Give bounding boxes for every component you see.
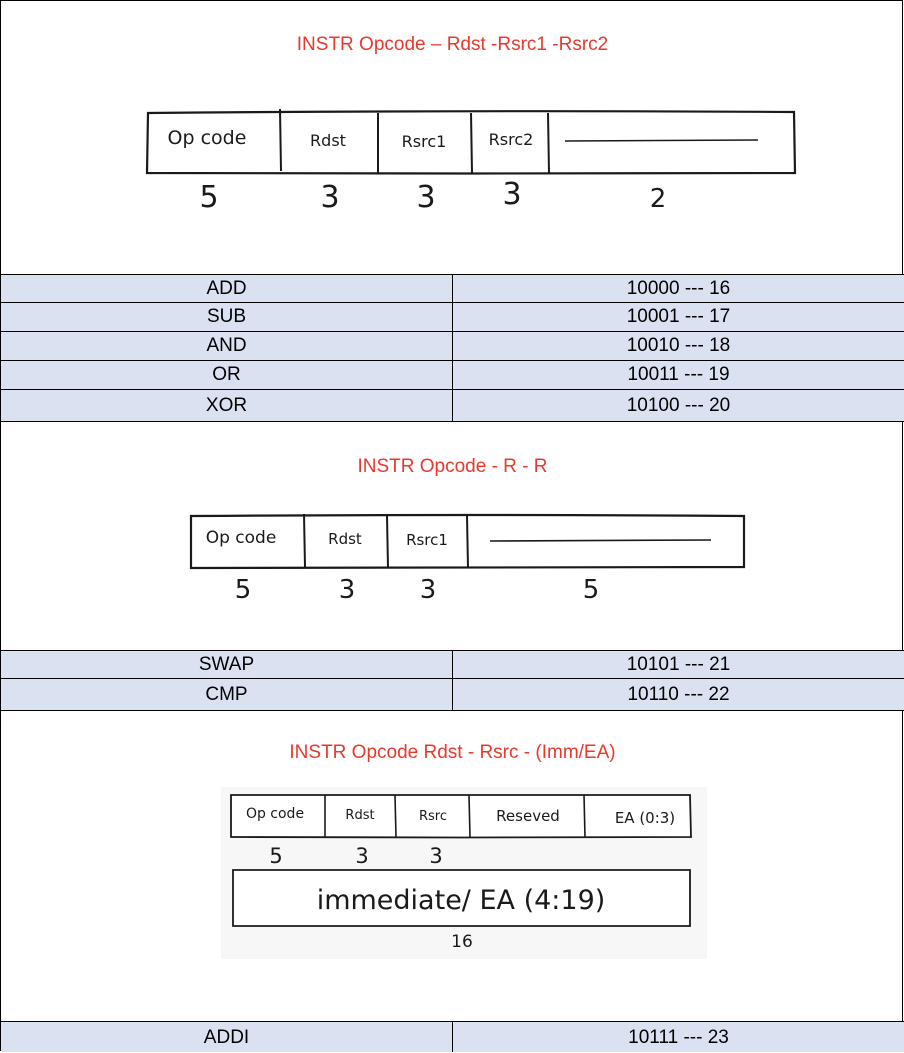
- field-label: Op code: [167, 127, 247, 149]
- bit-width: 3: [416, 180, 436, 215]
- instr-opcode: 10110 --- 22: [627, 684, 730, 705]
- field-label: Rsrc: [418, 809, 448, 824]
- divider: [584, 795, 585, 837]
- instr-name: CMP: [1, 679, 453, 710]
- instr-name: AND: [1, 332, 453, 360]
- instr-opcode: 10000 --- 16: [626, 278, 731, 299]
- section-1-title: INSTR Opcode – Rdst -Rsrc1 -Rsrc2: [296, 34, 609, 55]
- bit-width: 16: [451, 932, 473, 952]
- field-label: Reseved: [496, 807, 560, 825]
- divider: [304, 514, 305, 567]
- instr-opcode: 10100 --- 20: [626, 395, 731, 416]
- table-row: [1, 650, 904, 679]
- instr-name: ADDI: [1, 1022, 453, 1052]
- field-label: Op code: [205, 528, 277, 548]
- table-row: [1, 332, 904, 361]
- bit-width: 3: [320, 180, 340, 215]
- bit-width: 2: [649, 184, 667, 214]
- divider: [471, 113, 472, 173]
- field-label: Op code: [245, 806, 305, 822]
- unused-field-line: [490, 540, 711, 541]
- instr-name: OR: [1, 361, 453, 389]
- unused-field-line: [565, 140, 758, 141]
- instr-name: SWAP: [1, 651, 453, 678]
- divider: [395, 795, 396, 837]
- bit-width: 3: [355, 844, 369, 868]
- field-label: Rdst: [310, 131, 346, 150]
- second-word-label: immediate/ EA (4:19): [316, 885, 606, 916]
- format-diagram-imm: [221, 787, 707, 959]
- field-label: Rdst: [328, 530, 362, 548]
- field-label: Rsrc1: [406, 531, 448, 549]
- table-row: [1, 1021, 904, 1052]
- field-label: EA (0:3): [614, 809, 676, 827]
- field-label: Rsrc1: [401, 132, 447, 151]
- field-label: Rdst: [345, 808, 375, 823]
- field-label: Rsrc2: [488, 130, 534, 149]
- bit-width: 5: [199, 180, 219, 215]
- instr-opcode: 10011 --- 19: [627, 364, 730, 385]
- table-row: [1, 679, 904, 711]
- divider: [469, 795, 470, 837]
- bit-width: 5: [269, 844, 283, 868]
- table-row: [1, 303, 904, 332]
- table-row: [1, 361, 904, 390]
- instr-opcode: 10111 --- 23: [628, 1027, 729, 1048]
- format-diagram-2reg: [181, 506, 761, 611]
- table-row: [1, 390, 904, 422]
- instr-name: XOR: [1, 390, 453, 421]
- format-diagram-3reg: [141, 101, 811, 221]
- instr-opcode: 10010 --- 18: [626, 335, 731, 356]
- section-2-title: INSTR Opcode - R - R: [357, 456, 548, 477]
- bit-width: 3: [338, 575, 356, 605]
- bit-width: 5: [234, 575, 252, 605]
- instr-name: ADD: [1, 275, 453, 302]
- instr-name: SUB: [1, 303, 453, 331]
- divider: [467, 516, 468, 568]
- instr-opcode: 10101 --- 21: [626, 654, 731, 675]
- bit-width: 3: [502, 177, 522, 212]
- table-row: [1, 274, 904, 303]
- section-3-title: INSTR Opcode Rdst - Rsrc - (Imm/EA): [289, 742, 616, 763]
- bit-width: 5: [582, 575, 600, 605]
- divider: [387, 516, 388, 568]
- divider: [548, 113, 549, 173]
- bit-width: 3: [429, 844, 443, 868]
- bit-width: 3: [419, 575, 437, 605]
- instr-opcode: 10001 --- 17: [626, 306, 731, 327]
- divider: [280, 109, 281, 171]
